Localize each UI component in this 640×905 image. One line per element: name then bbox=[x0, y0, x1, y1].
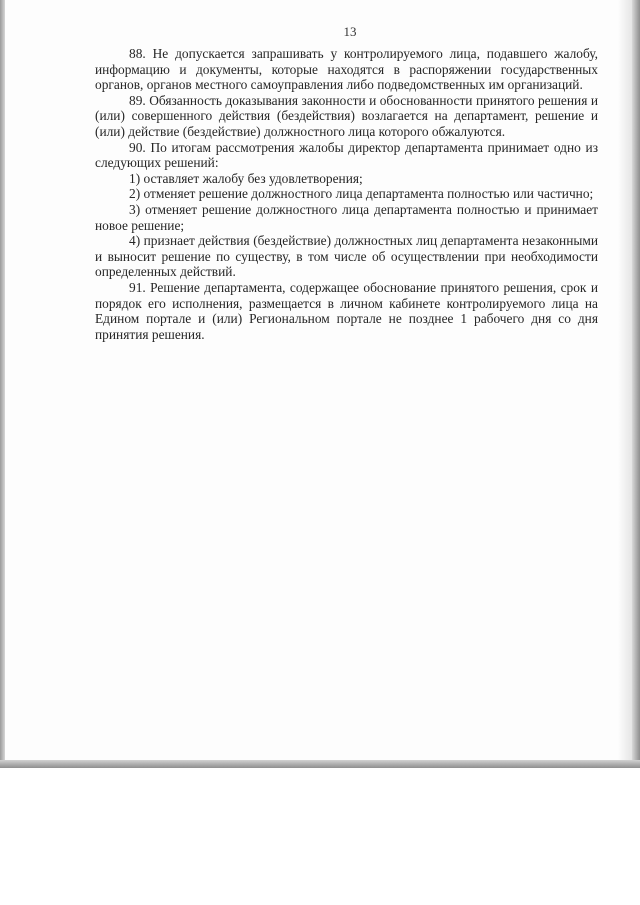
paragraph-91: 91. Решение департамента, содержащее обоснование принятого решения, срок и порядок его исполнения, размещается в личном кабинете контролируемого лица на Едином портале и (или) Региональном портале не позднее 1 рабочего дня со дня принятия решения. bbox=[95, 279, 598, 342]
paragraph-89: 89. Обязанность доказывания законности и обоснованности принятого решения и (или) совершенного действия (бездействия) возлагается на департамент, решение и (или) действие (бездействие) должностного лица которого обжалуются. bbox=[95, 92, 598, 139]
list-item-2: 2) отменяет решение должностного лица департамента полностью или частично; bbox=[129, 186, 594, 202]
document-body bbox=[95, 46, 598, 342]
list-item-4: 4) признает действия (бездействие) должностных лиц департамента незаконными и выносит решение по существу, в том числе об осуществлении при необходимости определенных действий. bbox=[95, 233, 598, 280]
paragraph-88: 88. Не допускается запрашивать у контролируемого лица, подавшего жалобу, информацию и документы, которые находятся в распоряжении государственных органов, органов местного самоуправления либо подведомственных им организаций. bbox=[95, 46, 598, 93]
scan-edge-left bbox=[0, 0, 5, 768]
scan-shadow-right bbox=[618, 0, 632, 768]
page-number: 13 bbox=[343, 24, 357, 39]
paragraph-90: 90. По итогам рассмотрения жалобы директор департамента принимает одно из следующих решений: bbox=[95, 139, 598, 171]
scan-edge-bottom bbox=[0, 760, 640, 768]
list-item-1: 1) оставляет жалобу без удовлетворения; bbox=[129, 170, 363, 186]
scan-edge-right bbox=[632, 0, 640, 768]
list-item-3: 3) отменяет решение должностного лица департамента полностью и принимает новое решение; bbox=[95, 201, 598, 233]
